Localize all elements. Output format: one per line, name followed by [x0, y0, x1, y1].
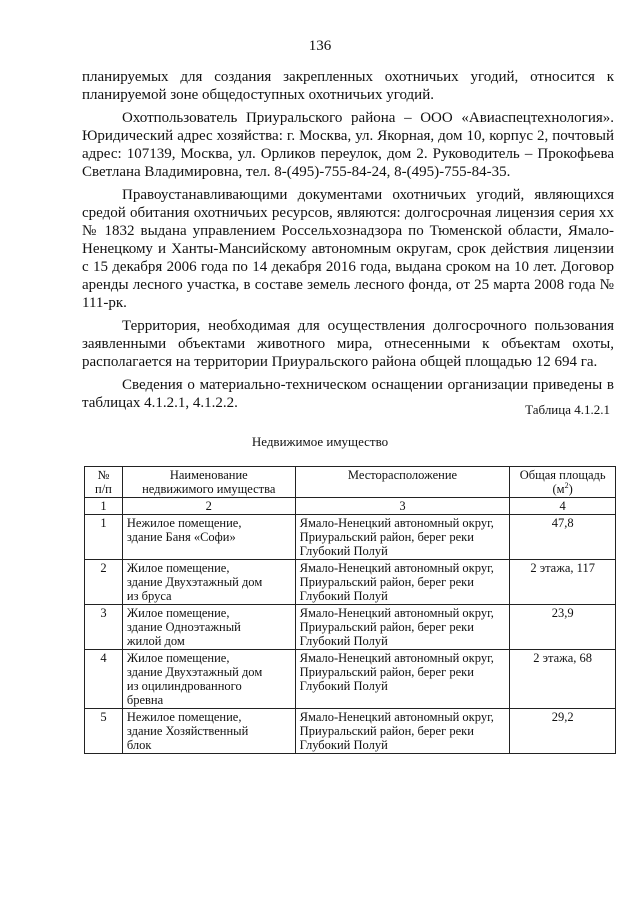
header-number: № п/п: [85, 467, 123, 498]
property-name: Нежилое помещение, здание Хозяйственный блок: [122, 709, 295, 754]
property-name: Жилое помещение, здание Двухэтажный дом из оцилиндрованного бревна: [122, 650, 295, 709]
property-area: 29,2: [510, 709, 616, 754]
column-number-row: [85, 498, 616, 515]
column-number: 3: [295, 498, 510, 515]
paragraph: планируемых для создания закрепленных охотничьих угодий, относится к планируемой зоне общедоступных охотничьих угодий.: [82, 69, 614, 103]
property-location: Ямало-Ненецкий автономный округ, Приуральский район, берег реки Глубокий Полуй: [295, 650, 510, 709]
body-text: [82, 68, 614, 417]
paragraph: Охотпользователь Приуральского района – ООО «Авиаспецтехнология». Юридический адрес хозяйства: г. Москва, ул. Якорная, дом 10, корпус 2, почтовый адрес: 107139, Москва, ул. Орликов переулок, дом 2. Руководитель – Прокофьева Светлана Владимировна, тел. 8-(495)-755-84-24, 8-(495)-755-84-35.: [82, 110, 614, 180]
paragraph: Правоустанавливающими документами охотничьих угодий, являющихся средой обитания охотничьих ресурсов, являются: долгосрочная лицензия серия хх № 1832 выдана управлением Россельхознадзора по Тюменской области, Ямало-Ненецкому и Ханты-Мансийскому автономным округам, срок действия лицензии с 15 декабря 2006 года по 14 декабря 2016 года, выдана сроком на 10 лет. Договор аренды лесного участка, в составе земель лесного фонда, от 25 марта 2008 года № 111-рк.: [82, 187, 614, 311]
table-row: [85, 709, 616, 754]
header-name: Наименование недвижимого имущества: [122, 467, 295, 498]
table-body: [85, 515, 616, 754]
table-title: Недвижимое имущество: [251, 434, 389, 449]
property-location: Ямало-Ненецкий автономный округ, Приуральский район, берег реки Глубокий Полуй: [295, 515, 510, 560]
table-row: [85, 650, 616, 709]
header-location: Месторасположение: [295, 467, 510, 498]
table-row: [85, 605, 616, 650]
table-row: [85, 560, 616, 605]
property-name: Жилое помещение, здание Двухэтажный дом из бруса: [122, 560, 295, 605]
property-area: 47,8: [510, 515, 616, 560]
table-row: [85, 515, 616, 560]
property-table: [84, 466, 616, 754]
column-number: 1: [85, 498, 123, 515]
property-name: Нежилое помещение, здание Баня «Софи»: [122, 515, 295, 560]
property-area: 2 этажа, 117: [510, 560, 616, 605]
property-location: Ямало-Ненецкий автономный округ, Приуральский район, берег реки Глубокий Полуй: [295, 560, 510, 605]
column-number: 2: [122, 498, 295, 515]
table-header-row: [85, 467, 616, 498]
property-area: 23,9: [510, 605, 616, 650]
property-location: Ямало-Ненецкий автономный округ, Приуральский район, берег реки Глубокий Полуй: [295, 709, 510, 754]
page-number: 136: [308, 38, 332, 54]
row-number: 1: [85, 515, 123, 560]
property-area: 2 этажа, 68: [510, 650, 616, 709]
row-number: 3: [85, 605, 123, 650]
property-name: Жилое помещение, здание Одноэтажный жилой дом: [122, 605, 295, 650]
paragraph: Территория, необходимая для осуществления долгосрочного пользования заявленными объектами животного мира, отнесенными к объектам охоты, располагается на территории Приуральского района общей площадью 12 694 га.: [82, 318, 614, 370]
row-number: 2: [85, 560, 123, 605]
column-number: 4: [510, 498, 616, 515]
row-number: 5: [85, 709, 123, 754]
paragraph: Сведения о материально-техническом оснащении организации приведены в таблицах 4.1.2.1, 4.1.2.2.: [82, 377, 614, 411]
row-number: 4: [85, 650, 123, 709]
header-area: Общая площадь $(м^2)$: [510, 467, 616, 498]
table-caption: Таблица 4.1.2.1: [525, 402, 610, 417]
property-location: Ямало-Ненецкий автономный округ, Приуральский район, берег реки Глубокий Полуй: [295, 605, 510, 650]
